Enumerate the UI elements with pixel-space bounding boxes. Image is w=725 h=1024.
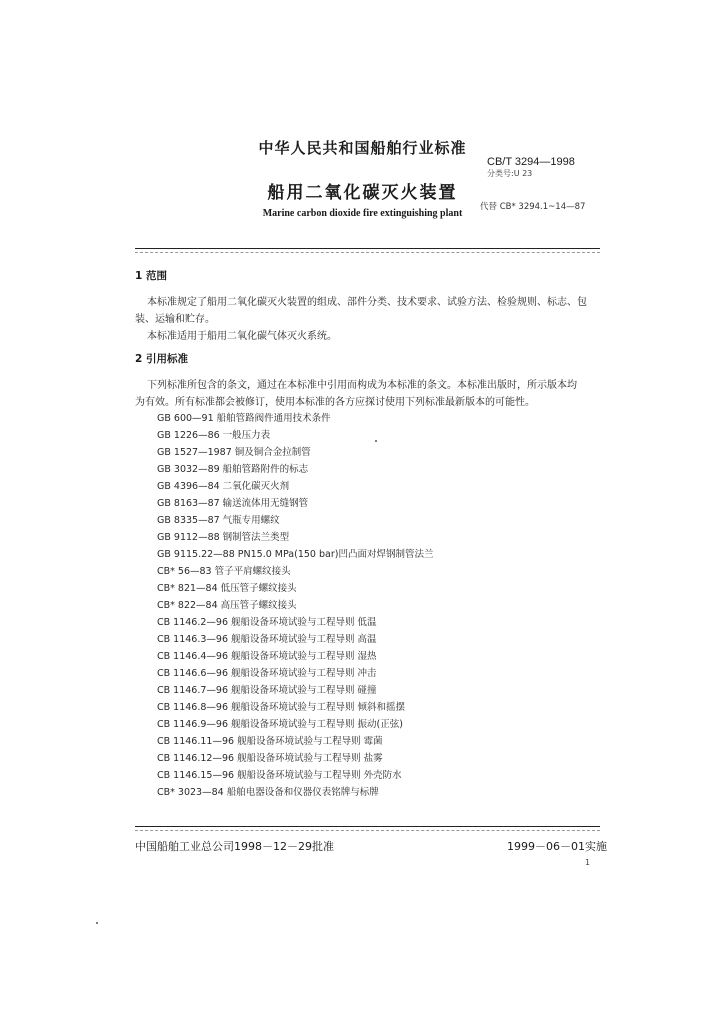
reference-item: GB 8163—87 输送流体用无缝钢管 [157,498,309,509]
reference-item: GB 1527—1987 铜及铜合金拉制管 [157,447,311,458]
reference-item: CB 1146.11—96 舰船设备环境试验与工程导则 霉菌 [157,736,383,747]
page-number: 1 [585,858,591,867]
section-heading-references: 2 引用标准 [135,353,188,365]
reference-item: GB 8335—87 气瓶专用螺纹 [157,515,280,526]
reference-item: CB* 822—84 高压管子螺纹接头 [157,600,297,611]
reference-item: CB 1146.12—96 舰船设备环境试验与工程导则 盐雾 [157,753,383,764]
section-paragraph: 装、运输和贮存。 [135,314,215,325]
reference-item: GB 3032—89 船舶管路附件的标志 [157,464,309,475]
document-title: 船用二氧化碳灭火装置 [267,183,458,203]
header-divider [135,248,600,249]
implementation-date: 1999－06－01实施 [507,840,607,853]
reference-item: CB 1146.15—96 舰船设备环境试验与工程导则 外壳防水 [157,770,402,781]
reference-item: CB 1146.8—96 舰船设备环境试验与工程导则 倾斜和摇摆 [157,702,406,713]
reference-item: CB* 56—83 管子平肩螺纹接头 [157,566,291,577]
english-title: Marine carbon dioxide fire extinguishing plant [262,208,463,219]
scan-speck [96,922,98,924]
reference-item: GB 9115.22—88 PN15.0 MPa(150 bar)凹凸面对焊钢制管法兰 [157,549,434,560]
section-paragraph: 下列标准所包含的条文，通过在本标准中引用而构成为本标准的条文。本标准出版时，所示版本均 [147,380,577,391]
reference-item: CB 1146.4—96 舰船设备环境试验与工程导则 湿热 [157,651,377,662]
replaces-note: 代替 CB* 3294.1~14—87 [480,202,586,212]
section-paragraph: 本标准规定了船用二氧化碳灭火装置的组成、部件分类、技术要求、试验方法、检验规则、标志、包 [147,297,587,308]
section-paragraph: 本标准适用于船用二氧化碳气体灭火系统。 [147,331,337,342]
reference-item: GB 4396—84 二氧化碳灭火剂 [157,481,290,492]
section-heading-scope: 1 范围 [135,270,167,282]
reference-item: GB 9112—88 钢制管法兰类型 [157,532,290,543]
section-paragraph: 为有效。所有标准都会被修订，使用本标准的各方应探讨使用下列标准最新版本的可能性。 [135,397,535,408]
reference-item: CB 1146.6—96 舰船设备环境试验与工程导则 冲击 [157,668,377,679]
approval-date: 中国船舶工业总公司1998－12－29批准 [135,840,334,853]
classification-code: 分类号:U 23 [487,169,533,178]
reference-item: CB 1146.3—96 舰船设备环境试验与工程导则 高温 [157,634,377,645]
standard-code: CB/T 3294—1998 [487,156,575,168]
reference-item: CB* 821—84 低压管子螺纹接头 [157,583,297,594]
reference-item: CB 1146.9—96 舰船设备环境试验与工程导则 振动(正弦) [157,719,403,730]
footer-divider [135,826,600,827]
reference-item: GB 1226—86 一般压力表 [157,430,271,441]
reference-item: GB 600—91 船舶管路阀件通用技术条件 [157,413,331,424]
scan-speck [375,440,377,442]
reference-item: CB 1146.2—96 舰船设备环境试验与工程导则 低温 [157,617,377,628]
reference-item: CB 1146.7—96 舰船设备环境试验与工程导则 碰撞 [157,685,377,696]
org-title: 中华人民共和国船舶行业标准 [258,139,467,157]
header-divider-secondary [135,252,600,253]
footer-divider-secondary [135,830,600,831]
reference-item: CB* 3023—84 船舶电器设备和仪器仪表铭牌与标牌 [157,787,379,798]
